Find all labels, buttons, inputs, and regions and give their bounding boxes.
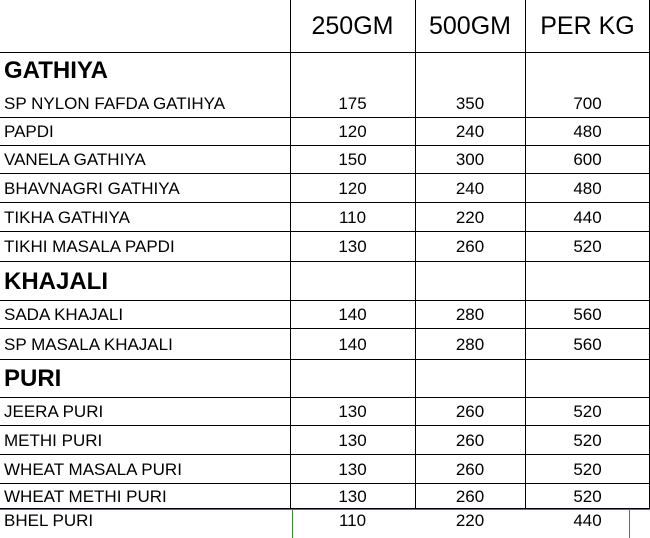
category-title: KHAJALI: [4, 267, 109, 295]
grid-line: [0, 425, 650, 426]
grid-line: [629, 509, 630, 538]
item-row: [0, 118, 650, 146]
category-row: [0, 262, 650, 301]
price-250gm: 120: [338, 178, 367, 198]
item-row: [0, 484, 650, 509]
price-250gm: 150: [338, 150, 367, 169]
item-name: SP NYLON FAFDA GATIHYA: [4, 94, 226, 113]
price-250gm: 130: [338, 486, 367, 506]
item-name: WHEAT MASALA PURI: [4, 459, 182, 479]
price-250gm: 130: [338, 459, 367, 479]
grid-line: [0, 328, 650, 329]
item-name: WHEAT METHI PURI: [4, 486, 167, 506]
grid-line: [0, 52, 650, 53]
item-row: [0, 329, 650, 360]
price-250gm: 175: [338, 94, 367, 113]
price-500gm: 260: [455, 430, 485, 450]
item-name: METHI PURI: [4, 430, 103, 450]
price-per-kg: 560: [573, 305, 602, 324]
item-name: SP MASALA KHAJALI: [4, 334, 173, 354]
item-row: [0, 509, 650, 533]
grid-line: [0, 145, 650, 146]
grid-line: [0, 117, 650, 118]
item-row: [0, 426, 650, 455]
grid-line: [0, 261, 650, 262]
price-per-kg: 440: [573, 511, 602, 530]
item-name: TIKHA GATHIYA: [4, 207, 130, 227]
price-500gm: 300: [455, 150, 485, 169]
grid-line: [0, 173, 650, 174]
price-per-kg: 600: [573, 150, 602, 169]
header-item: [2, 0, 290, 52]
item-name: TIKHI MASALA PAPDI: [4, 237, 175, 256]
header-500gm: 500GM: [429, 11, 511, 40]
item-row: [0, 301, 650, 329]
price-per-kg: 520: [573, 430, 602, 450]
item-row: [0, 232, 650, 262]
price-500gm: 260: [455, 402, 485, 421]
item-name: JEERA PURI: [4, 402, 104, 421]
item-name: PAPDI: [4, 122, 54, 141]
price-per-kg: 520: [573, 402, 602, 421]
price-250gm: 140: [338, 305, 367, 324]
grid-line: [290, 0, 291, 509]
price-500gm: 220: [455, 207, 485, 227]
grid-line: [292, 509, 293, 538]
item-row: [0, 174, 650, 203]
price-per-kg: 480: [573, 122, 602, 141]
price-500gm: 220: [455, 511, 485, 530]
grid-line: [0, 454, 650, 455]
grid-line: [0, 202, 650, 203]
price-250gm: 110: [338, 207, 367, 227]
item-row: [0, 398, 650, 426]
price-per-kg: 520: [573, 459, 602, 479]
header-250gm: 250GM: [311, 11, 394, 40]
grid-line: [415, 0, 416, 509]
price-500gm: 260: [455, 237, 485, 256]
item-name: SADA KHAJALI: [4, 305, 124, 324]
category-title: GATHIYA: [4, 57, 109, 84]
price-500gm: 280: [455, 334, 485, 354]
price-250gm: 120: [338, 122, 367, 141]
grid-line: [0, 509, 650, 510]
price-500gm: 240: [455, 122, 485, 141]
item-row: [0, 203, 650, 232]
header-per-kg: PER KG: [540, 11, 635, 40]
category-title: PURI: [4, 365, 62, 392]
price-per-kg: 520: [573, 237, 602, 256]
category-row: [0, 52, 650, 90]
item-name: VANELA GATHIYA: [4, 150, 146, 169]
price-per-kg: 700: [573, 94, 602, 113]
price-per-kg: 560: [573, 334, 602, 354]
price-250gm: 110: [338, 511, 367, 530]
price-500gm: 240: [455, 178, 485, 198]
item-row: [0, 455, 650, 484]
price-500gm: 260: [455, 486, 485, 506]
grid-line: [0, 300, 650, 301]
price-250gm: 130: [338, 237, 367, 256]
grid-line: [525, 0, 526, 509]
header-row: [0, 0, 650, 52]
price-per-kg: 520: [573, 486, 602, 506]
grid-line: [0, 483, 650, 484]
category-row: [0, 360, 650, 398]
item-name: BHEL PURI: [4, 511, 94, 530]
price-per-kg: 480: [573, 178, 602, 198]
item-row: [0, 146, 650, 174]
price-500gm: 280: [455, 305, 485, 324]
price-per-kg: 440: [573, 207, 602, 227]
price-500gm: 260: [455, 459, 485, 479]
grid-line: [0, 359, 650, 360]
item-row: [0, 90, 650, 118]
grid-line: [0, 397, 650, 398]
grid-line: [0, 231, 650, 232]
item-name: BHAVNAGRI GATHIYA: [4, 178, 180, 198]
price-500gm: 350: [455, 94, 485, 113]
price-250gm: 130: [338, 402, 367, 421]
price-250gm: 130: [338, 430, 367, 450]
price-250gm: 140: [338, 334, 367, 354]
